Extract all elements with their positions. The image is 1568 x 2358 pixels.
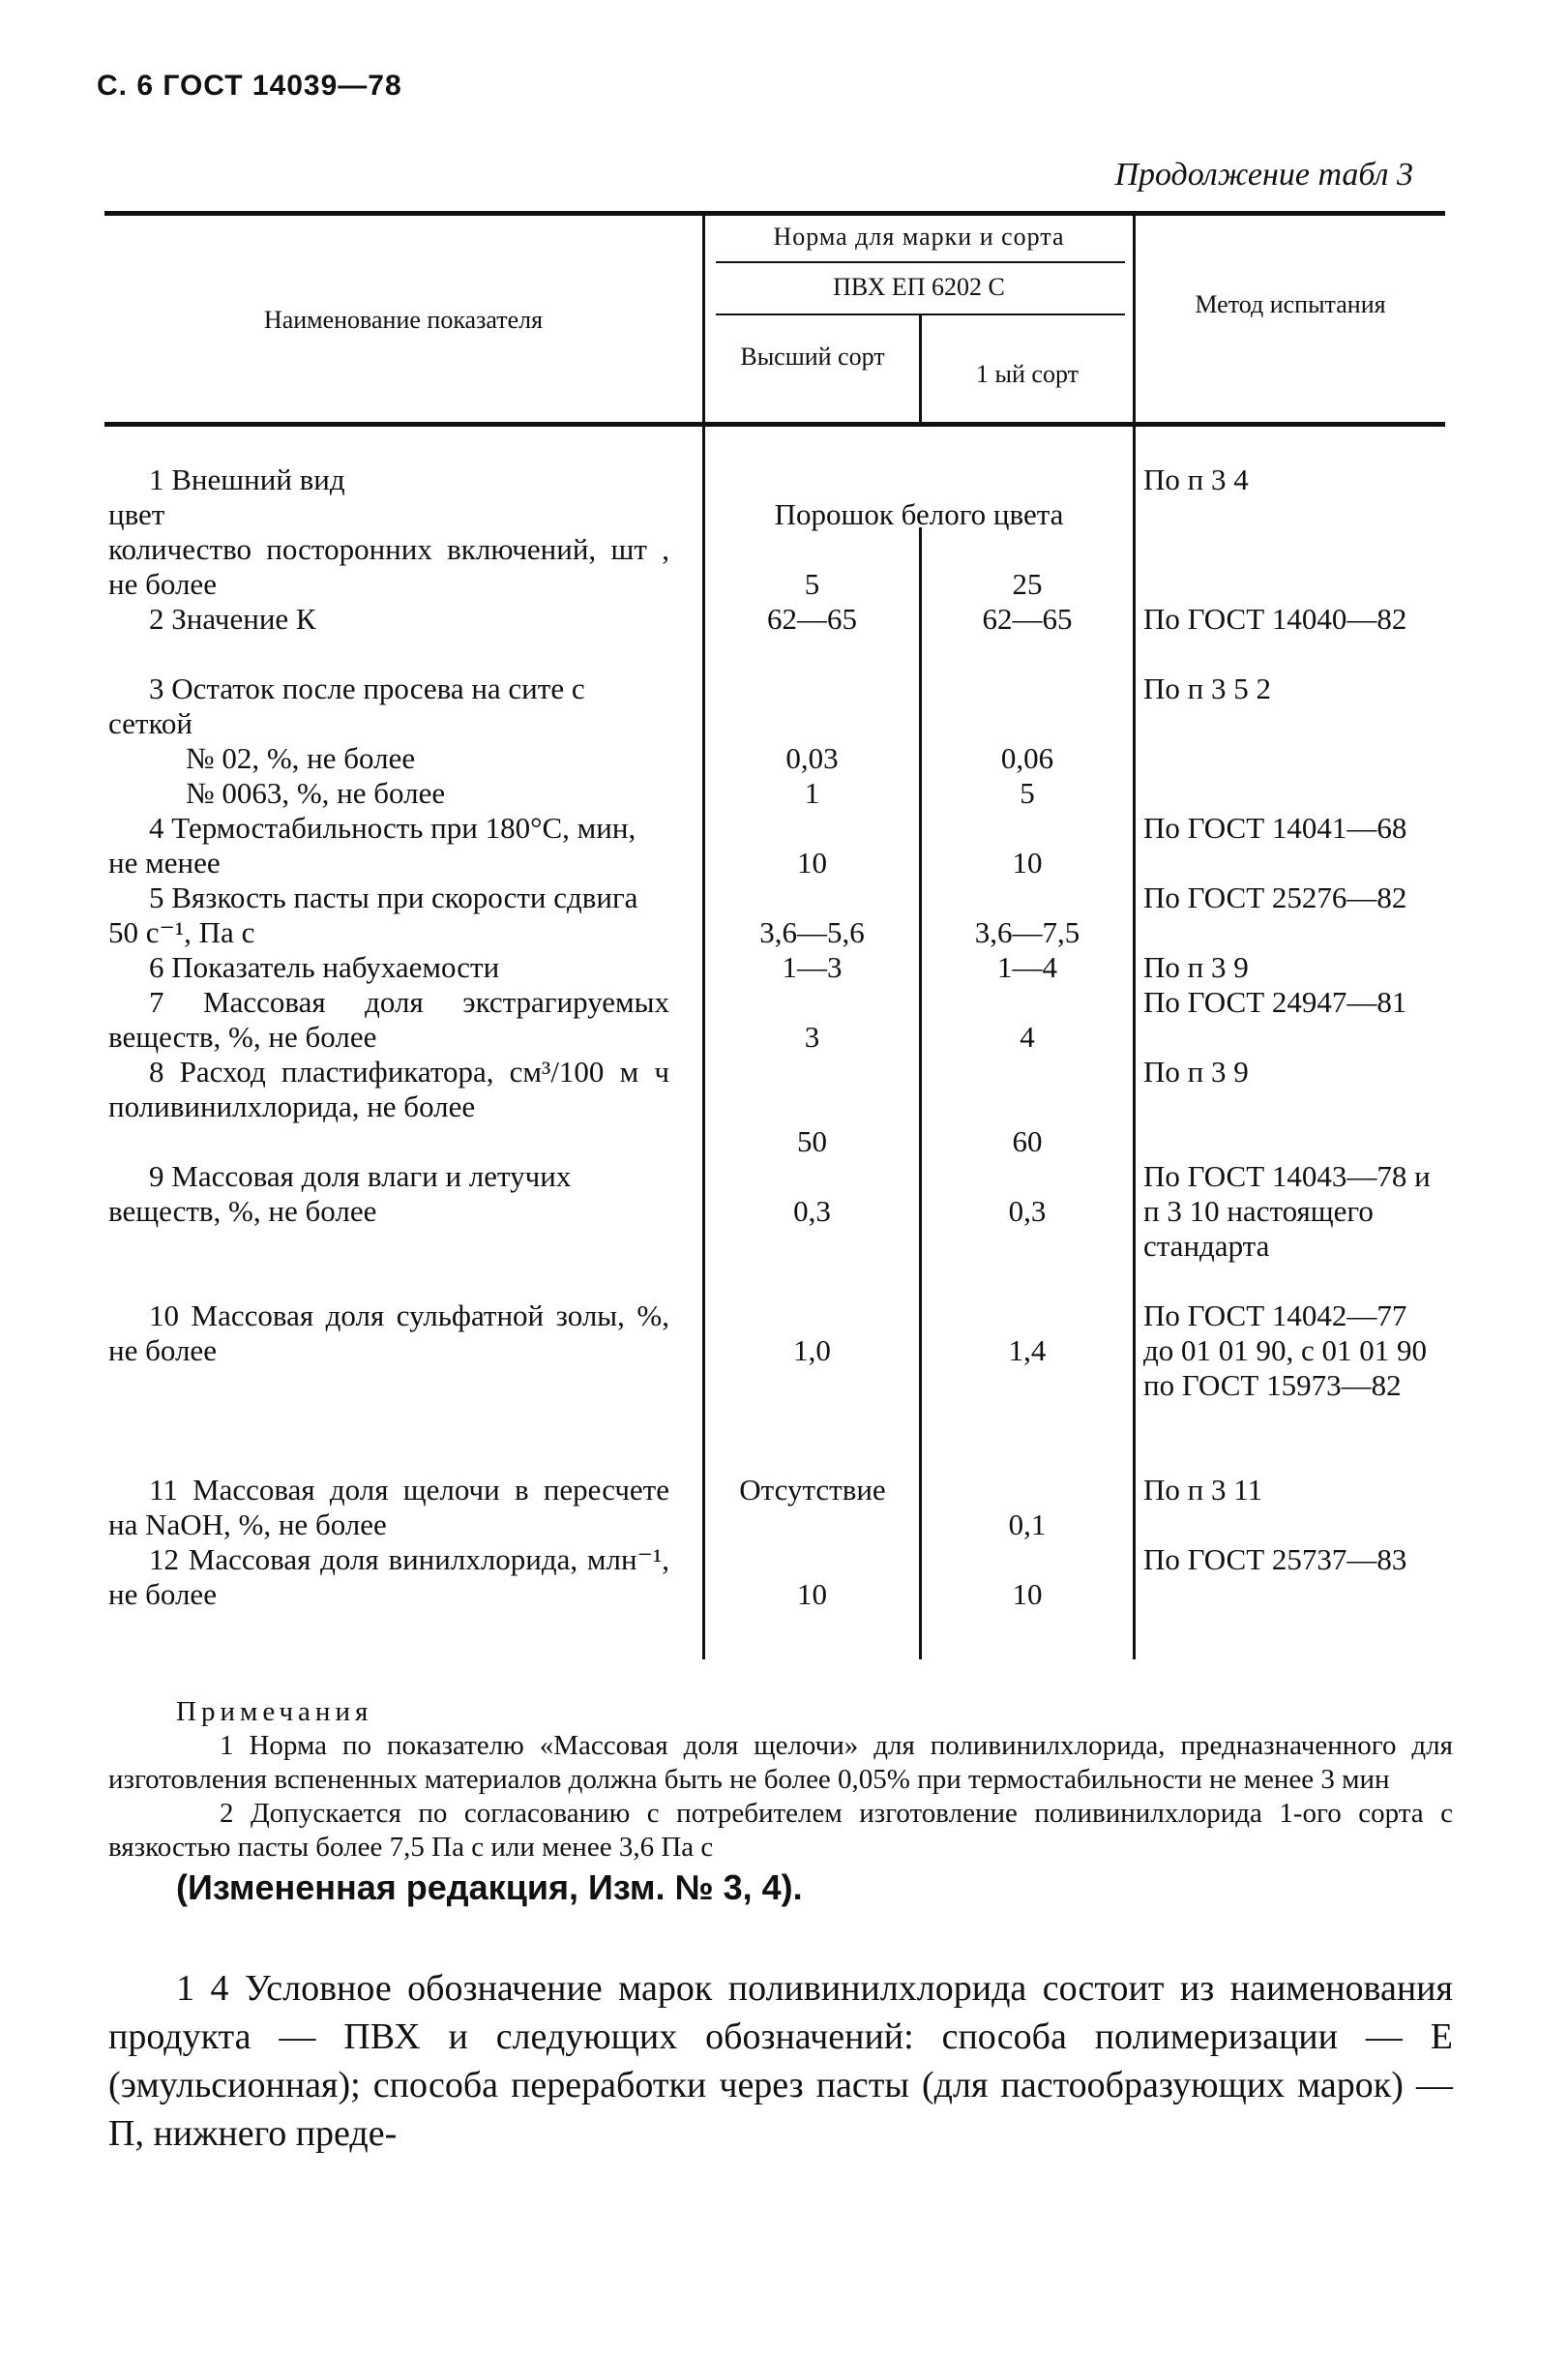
header-brand-rule <box>716 313 1125 315</box>
column-first-grade-header: 1 ый сорт <box>976 360 1079 388</box>
first-grade-cell: 62—65 <box>982 602 1073 636</box>
top-grade-cell: 10 <box>797 1577 827 1611</box>
top-grade-cell: 10 <box>797 846 827 880</box>
table-continuation-label: Продолжение табл 3 <box>1114 157 1413 193</box>
top-grade-cell: 1 <box>804 776 820 810</box>
first-grade-cell: 1—4 <box>997 950 1057 984</box>
row-name: № 0063, %, не более <box>186 776 446 810</box>
first-grade-cell: 0,3 <box>1008 1194 1047 1228</box>
merged-value-cell: Порошок белого цвета <box>774 497 1064 531</box>
first-grade-cell: 0,06 <box>1000 741 1054 775</box>
row-name: 10 Массовая доля сульфатной золы, %, не более <box>108 1298 669 1367</box>
column-norm-header: Норма для марки и сорта <box>773 223 1065 251</box>
top-grade-cell: 0,3 <box>793 1194 831 1228</box>
row-name: 1 Внешний вид цвет количество посторонних включений, шт , не более <box>108 463 669 601</box>
top-grade-cell: 3 <box>804 1020 820 1054</box>
note-1: 1 Норма по показателю «Массовая доля щелочи» для поливинилхлорида, предназначенного для изготовления вспененных материалов должна быть не более 0,05% при термостабильности не менее 3 мин <box>108 1730 1453 1795</box>
method-cell: По ГОСТ 24947—81 <box>1143 985 1407 1019</box>
top-grade-cell: 62—65 <box>767 602 857 636</box>
method-cell: По ГОСТ 25737—83 <box>1143 1542 1407 1576</box>
method-cell: По п 3 9 <box>1143 950 1249 984</box>
column-method-header: Метод испытания <box>1195 290 1386 318</box>
table-header-rule <box>104 422 1445 427</box>
method-cell: По ГОСТ 14042—77 до 01 01 90, с 01 01 90 по ГОСТ 15973—82 <box>1143 1298 1428 1402</box>
first-grade-cell: 25 <box>1012 567 1043 601</box>
row-name: 8 Расход пластификатора, см³/100 м ч поливинилхлорида, не более <box>108 1055 669 1123</box>
top-grade-cell: 5 <box>804 567 820 601</box>
edition-note: (Измененная редакция, Изм. № 3, 4). <box>176 1867 803 1907</box>
first-grade-cell: 10 <box>1012 846 1043 880</box>
header-norm-rule <box>716 261 1125 263</box>
notes-title: Примечания <box>176 1696 373 1727</box>
method-cell: По п 3 4 <box>1143 463 1249 496</box>
table-divider-grade-body <box>919 527 922 1659</box>
method-cell: По п 3 5 2 <box>1143 672 1271 705</box>
method-cell: По п 3 11 <box>1143 1473 1263 1507</box>
first-grade-cell: 10 <box>1012 1577 1043 1611</box>
top-grade-cell: 1—3 <box>782 950 843 984</box>
table-notes <box>108 1695 1453 1907</box>
top-grade-cell: 3,6—5,6 <box>759 915 865 949</box>
row-name: № 02, %, не более <box>186 741 416 775</box>
row-name: 2 Значение К <box>149 602 316 636</box>
first-grade-cell: 5 <box>1020 776 1035 810</box>
method-cell: По ГОСТ 14043—78 и п 3 10 настоящего стандарта <box>1143 1159 1431 1263</box>
row-name: 3 Остаток после просева на сите с сеткой <box>108 672 585 740</box>
column-brand-header: ПВХ ЕП 6202 С <box>833 273 1005 301</box>
row-name: 11 Массовая доля щелочи в пересчете на NaOH, %, не более <box>108 1473 669 1541</box>
top-grade-cell: 0,03 <box>785 741 839 775</box>
note-2: 2 Допускается по согласованию с потребителем изготовление поливинилхлорида 1-ого сорта с вязкостью пасты более 7,5 Па с или менее 3,6 Па с <box>108 1798 1453 1863</box>
top-grade-cell: 50 <box>797 1124 827 1158</box>
row-name: 12 Массовая доля винилхлорида, млн⁻¹, не более <box>108 1542 669 1611</box>
method-cell: По п 3 9 <box>1143 1055 1249 1089</box>
first-grade-cell: 3,6—7,5 <box>974 915 1080 949</box>
first-grade-cell: 4 <box>1020 1020 1035 1054</box>
row-name: 7 Массовая доля экстрагируемых веществ, %, не более <box>108 985 669 1054</box>
top-grade-cell: 1,0 <box>793 1333 831 1367</box>
first-grade-cell: 1,4 <box>1008 1333 1047 1367</box>
row-name: 4 Термостабильность при 180°С, мин, не менее <box>108 811 636 880</box>
first-grade-cell: 60 <box>1012 1124 1043 1158</box>
column-top-grade-header: Высший сорт <box>740 343 885 371</box>
row-name: 6 Показатель набухаемости <box>149 950 500 984</box>
method-cell: По ГОСТ 14040—82 <box>1143 602 1407 636</box>
row-name: 9 Массовая доля влаги и летучих веществ, %, не более <box>108 1159 572 1228</box>
table-top-rule <box>104 211 1445 216</box>
method-cell: По ГОСТ 25276—82 <box>1143 881 1407 914</box>
first-grade-cell: 0,1 <box>1008 1507 1047 1541</box>
body-paragraph: 1 4 Условное обозначение марок поливинилхлорида состоит из наименования продукта — ПВХ и следующих обозначений: способа полимеризации — Е (эмульсионная); способа переработки через пасты (для пастообразующих марок) — П, нижнего преде- <box>108 1968 1453 2154</box>
page-header: С. 6 ГОСТ 14039—78 <box>97 70 402 102</box>
table-divider-right <box>1133 216 1136 1659</box>
row-name: 5 Вязкость пасты при скорости сдвига 50 с⁻¹, Па с <box>108 881 638 949</box>
method-cell: По ГОСТ 14041—68 <box>1143 811 1407 845</box>
top-grade-cell: Отсутствие <box>739 1473 886 1507</box>
column-name-header: Наименование показателя <box>263 306 544 334</box>
